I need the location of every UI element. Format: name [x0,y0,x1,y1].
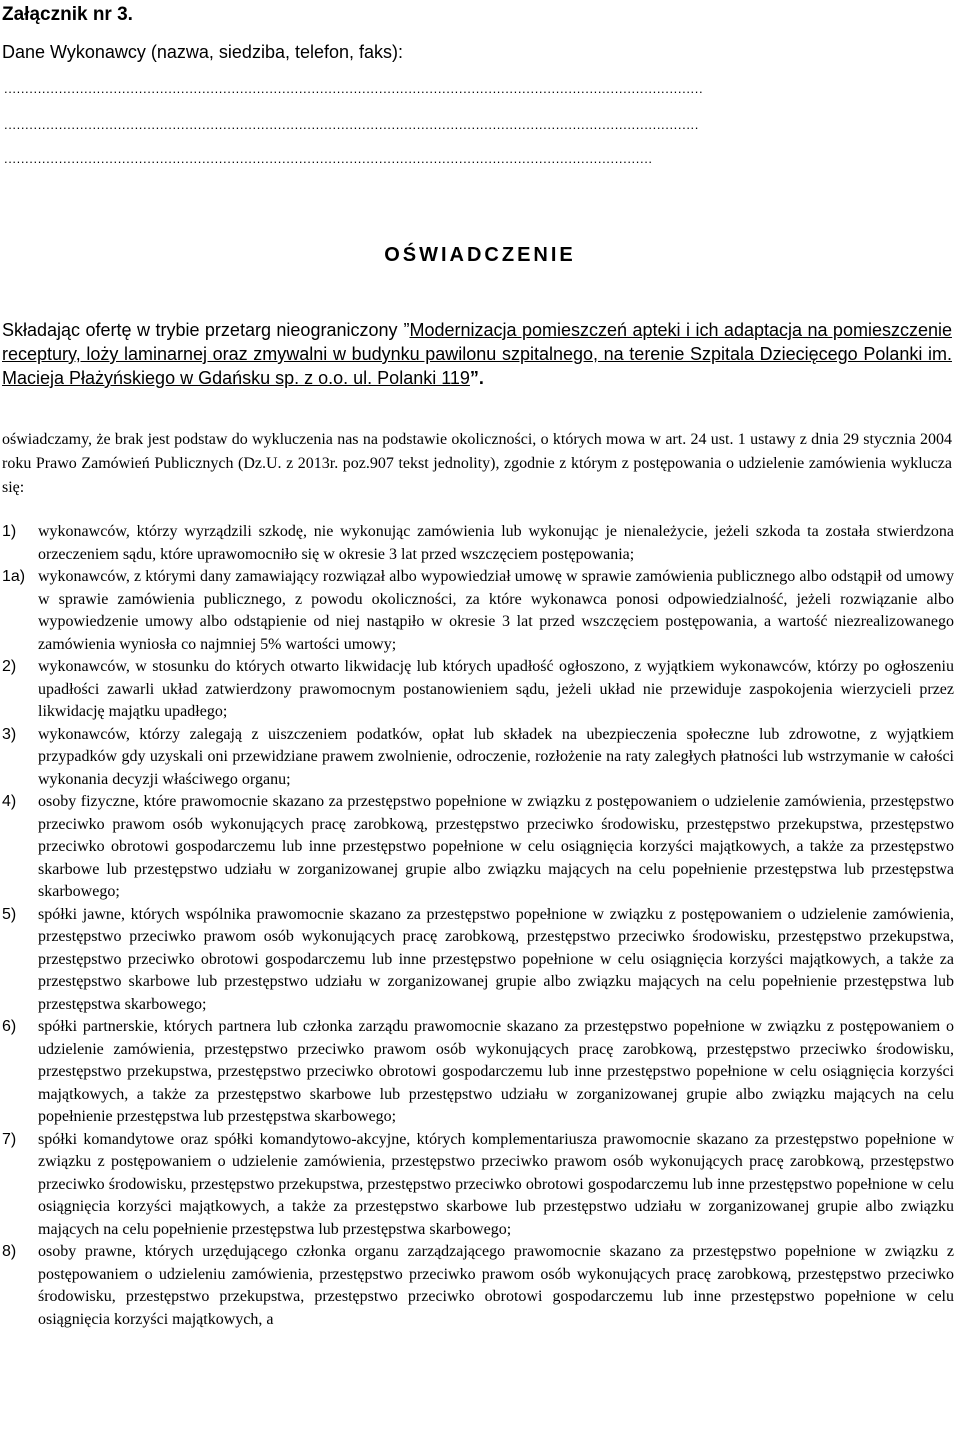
list-item [0,521,954,566]
contractor-data-label: Dane Wykonawcy (nazwa, siedziba, telefon, faks): [2,42,404,62]
exclusion-list [0,521,954,1331]
list-item-text: osoby fizyczne, które prawomocnie skazano za przestępstwo popełnione w związku z postępowaniem o udzielenie zamówienia, przestępstwo przeciwko prawom osób wykonujących pracę zarobkową, przestępstwo przeciwko środowisku, przestępstwo przekupstwa, przestępstwo przeciwko obrotowi gospodarczemu lub inne przestępstwo popełnione w celu osiągnięcia korzyści majątkowych, a także za przestępstwo skarbowe lub przestępstwo udziału w zorganizowanej grupie albo związku mających na celu popełnienie przestępstwa lub przestępstwa skarbowego; [38,793,954,900]
document-title: OŚWIADCZENIE [384,244,576,266]
list-item-number: 2) [2,658,17,675]
list-item-text: spółki partnerskie, których partnera lub członka zarządu prawomocnie skazano za przestępstwo popełnione w związku z postępowaniem o udzielenie zamówienia, przestępstwo przeciwko prawom osób wykonujących pracę zarobkową, przestępstwo przeciwko środowisku, przestępstwo przekupstwa, przestępstwo przeciwko obrotowi gospodarczemu lub inne przestępstwo popełnione w celu osiągnięcia korzyści majątkowych, a także za przestępstwo skarbowe lub przestępstwo udziału w zorganizowanej grupie albo związku mających na celu popełnienie przestępstwa lub przestępstwa skarbowego; [38,1018,954,1125]
list-item-text: wykonawców, w stosunku do których otwarto likwidację lub których upadłość ogłoszono, z wyjątkiem wykonawców, którzy po ogłoszeniu upadłości zawarli układ zatwierdzony prawomocnym postanowieniem sądu, jeżeli układ nie przewiduje zaspokojenia wierzycieli przez likwidację majątku upadłego; [38,658,954,720]
tender-subject [2,318,952,390]
list-item [0,724,954,792]
subject-name: Modernizacja pomieszczeń apteki i ich adaptacja na pomieszczenie receptury, loży laminarnej oraz zmywalni w budynku pawilonu szpitalnego, na terenie Szpitala Dziecięcego Polanki im. Macieja Płażyńskiego w Gdańsku sp. z o.o. ul. Polanki 119 [2,320,952,388]
list-item [0,1016,954,1129]
declaration-paragraph: oświadczamy, że brak jest podstaw do wykluczenia nas na podstawie okoliczności, o których mowa w art. 24 ust. 1 ustawy z dnia 29 stycznia 2004 roku Prawo Zamówień Publicznych (Dz.U. z 2013r. poz.907 tekst jednolity), zgodnie z którym z postępowania o udzielenie zamówienia wyklucza się: [2,431,952,496]
list-item-number: 4) [2,793,17,810]
list-item-text: spółki jawne, których wspólnika prawomocnie skazano za przestępstwo popełnione w związku z postępowaniem o udzielenie zamówienia, przestępstwo przeciwko prawom osób wykonujących pracę zarobkową, przestępstwo przeciwko środowisku, przestępstwo przekupstwa, przestępstwo przeciwko obrotowi gospodarczemu lub inne przestępstwo popełnione w celu osiągnięcia korzyści majątkowych, a także za przestępstwo skarbowe lub przestępstwo udziału w zorganizowanej grupie albo związku mających na celu popełnienie przestępstwa lub przestępstwa skarbowego; [38,905,954,1013]
list-item-text: osoby prawne, których urzędującego członka organu zarządzającego prawomocnie skazano za przestępstwo popełnione w związku z postępowaniem o udzieleniu zamówienia, przestępstwo przeciwko prawom osób wykonujących pracę zarobkową, przestępstwo przeciwko środowisku, przestępstwo przekupstwa, przestępstwo przeciwko obrotowi gospodarczemu lub inne przestępstwo popełnione w celu osiągnięcia korzyści majątkowych, a [38,1243,954,1328]
dotted-fill-line: .......................................................................................................................................................... [4,151,653,166]
list-item-number: 1a) [2,568,26,585]
list-item-text: wykonawców, którzy wyrządzili szkodę, nie wykonując zamówienia lub wykonując je nienależycie, jeżeli szkoda ta została stwierdzona orzeczeniem sądu, które uprawomocniło się w okresie 3 lat przed wszczęciem postępowania; [38,523,954,563]
list-item [0,656,954,724]
subject-lead: Składając ofertę w trybie przetarg nieograniczony [2,320,398,340]
list-item-number: 7) [2,1130,17,1148]
list-item [0,904,954,1017]
list-item [0,1241,954,1331]
list-item-number: 6) [2,1018,17,1035]
subject-quote-close: ”. [469,368,484,388]
list-item-text: wykonawców, z którymi dany zamawiający rozwiązał albo wypowiedział umowę w sprawie zamówienia publicznego albo odstąpił od umowy w sprawie zamówienia publicznego, z powodu okoliczności, za które wykonawca ponosi odpowiedzialność, jeżeli rozwiązanie albo wypowiedzenie umowy albo odstąpienie od niej nastąpiło w okresie 3 lat przed wszczęciem postępowania, a wartość niezrealizowanego zamówienia wyniosła co najmniej 5% wartości umowy; [38,568,954,653]
list-item [0,791,954,904]
list-item [0,566,954,656]
list-item-text: spółki komandytowe oraz spółki komandytowo-akcyjne, których komplementariusza prawomocnie skazano za przestępstwo popełnione w związku z postępowaniem o udzielenie zamówienia, przestępstwo przeciwko prawom osób wykonujących pracę zarobkową, przestępstwo przeciwko środowisku, przestępstwo przekupstwa, przestępstwo przeciwko obrotowi gospodarczemu lub inne przestępstwo popełnione w celu osiągnięcia korzyści majątkowych, a także za przestępstwo skarbowe lub przestępstwo udziału w zorganizowanej grupie albo związku mających na celu popełnienie przestępstwa lub przestępstwa skarbowego; [38,1130,954,1238]
list-item-number: 8) [2,1243,17,1260]
list-item-text: wykonawców, którzy zalegają z uiszczeniem podatków, opłat lub składek na ubezpieczenia społeczne lub zdrowotne, z wyjątkiem przypadków gdy uzyskali oni przewidziane prawem zwolnienie, odroczenie, rozłożenie na raty zaległych płatności lub wstrzymanie w całości wykonania decyzji właściwego organu; [38,725,954,788]
list-item-number: 3) [2,725,17,743]
attachment-number: Załącznik nr 3. [2,4,133,25]
list-item [0,1129,954,1242]
list-item-number: 5) [2,905,17,923]
subject-quote-open: ” [403,320,410,340]
dotted-fill-line: ...................................................................................................................................................................... [4,81,704,96]
list-item-number: 1) [2,523,17,540]
dotted-fill-line: ..................................................................................................................................................................... [4,117,699,132]
